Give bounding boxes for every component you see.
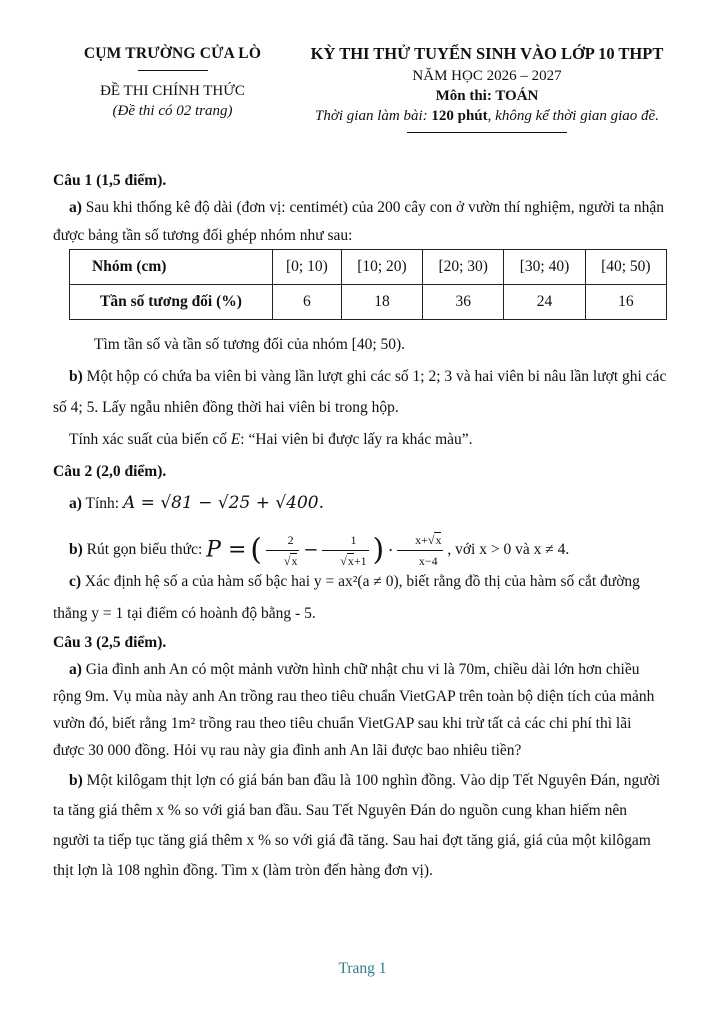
table-cell: 36 [423,285,504,320]
table-cell: 24 [504,285,585,320]
question-2-title: Câu 2 (2,0 điểm). [53,463,167,480]
table-cell: [0; 10) [273,250,342,285]
exam-title: KỲ THI THỬ TUYỂN SINH VÀO LỚP 10 THPT [310,44,664,63]
q1a-ask: Tìm tần số và tần số tương đối của nhóm [40; 50). [94,336,406,353]
time-note: Thời gian làm bài: 120 phút, không kể thời gian giao đề. [315,108,659,124]
table-cell: [10; 20) [341,250,422,285]
q3b-text: b) Một kilôgam thịt lợn có giá bán ban đầu là 100 nghìn đồng. Vào dịp Tết Nguyên Đán, người [69,772,661,789]
page-number: Trang 1 [338,960,387,977]
q3b-text-4: thịt lợn là 108 nghìn đồng. Tìm x (làm tròn đến hàng đơn vị). [53,862,433,879]
q2c-text-cont: thẳng y = 1 tại điểm có hoành độ bằng - 5. [53,605,316,622]
q3a-text-4: được 30 000 đồng. Hỏi vụ rau này gia đình anh An lãi được bao nhiêu tiền? [53,742,522,759]
table-header-cell: Tần số tương đối (%) [70,285,273,320]
divider [407,132,567,133]
frequency-table [69,249,667,320]
header-left [40,44,305,121]
q1b-ask: Tính xác suất của biến cố E: “Hai viên bi được lấy ra khác màu”. [69,431,473,448]
q3b-text-3: người ta tiếp tục tăng giá thêm x % so với giá đã tăng. Sau hai đợt tăng giá, giá của một kilôgam [53,832,651,849]
q1b-text: b) Một hộp có chứa ba viên bi vàng lần lượt ghi các số 1; 2; 3 và hai viên bi nâu lần lượt ghi các [69,368,667,385]
q3a-text-3: vườn đó, biết rằng 1m² trồng rau theo tiêu chuẩn VietGAP sau khi trừ tất cả các chi phí thì lãi [53,715,632,732]
q2b-text: b) Rút gọn biểu thức: P = ( $\frac{2}{√x}$ − $\frac{1}{√x+1}$ ) · $\frac{x+√x}{x-4}$ , với x > 0 và x ≠ 4. [53,530,680,571]
table-cell: 6 [273,285,342,320]
table-cell: 16 [585,285,666,320]
question-3-title: Câu 3 (2,5 điểm). [53,634,167,651]
table-row [70,285,667,320]
school-year: NĂM HỌC 2026 – 2027 [412,68,562,84]
table-cell: [40; 50) [585,250,666,285]
official-label: ĐỀ THI CHÍNH THỨC [100,83,245,99]
header-right [292,44,682,133]
table-cell: [20; 30) [423,250,504,285]
table-cell: [30; 40) [504,250,585,285]
q3a-text: a) Gia đình anh An có một mảnh vườn hình chữ nhật chu vi là 70m, chiều dài lớn hơn chiều [69,661,640,678]
q2c-text: c) Xác định hệ số a của hàm số bậc hai y = ax²(a ≠ 0), biết rằng đồ thị của hàm số cắt đường [69,573,640,590]
q1a-text: a) Sau khi thống kê độ dài (đơn vị: centimét) của 200 cây con ở vườn thí nghiệm, người ta nhận [69,199,664,216]
q1a-text-cont: được bảng tần số tương đối ghép nhóm như sau: [53,227,353,244]
question-1-title: Câu 1 (1,5 điểm). [53,172,167,189]
q1b-text-cont: số 4; 5. Lấy ngẫu nhiên đồng thời hai viên bi trong hộp. [53,399,399,416]
q3b-text-2: ta tăng giá thêm x % so với giá ban đầu. Sau Tết Nguyên Đán do nguồn cung khan hiếm nên [53,802,627,819]
pages-note: (Đề thi có 02 trang) [112,103,233,119]
school-name: CỤM TRƯỜNG CỬA LÒ [83,45,262,62]
simplify-expression: P = ( $\frac{2}{√x}$ − $\frac{1}{√x+1}$ ) · $\frac{x+√x}{x-4}$ [206,541,447,558]
divider [138,70,208,71]
q3a-text-2: rộng 9m. Vụ mùa này anh An trồng rau theo tiêu chuẩn VietGAP trên toàn bộ diện tích của mảnh [53,688,655,705]
table-row [70,250,667,285]
table-header-cell: Nhóm (cm) [70,250,273,285]
subject-label: Môn thi: TOÁN [435,88,539,104]
q2a-text: a) Tính: A = √81 − √25 + √400. [69,493,325,513]
table-cell: 18 [341,285,422,320]
